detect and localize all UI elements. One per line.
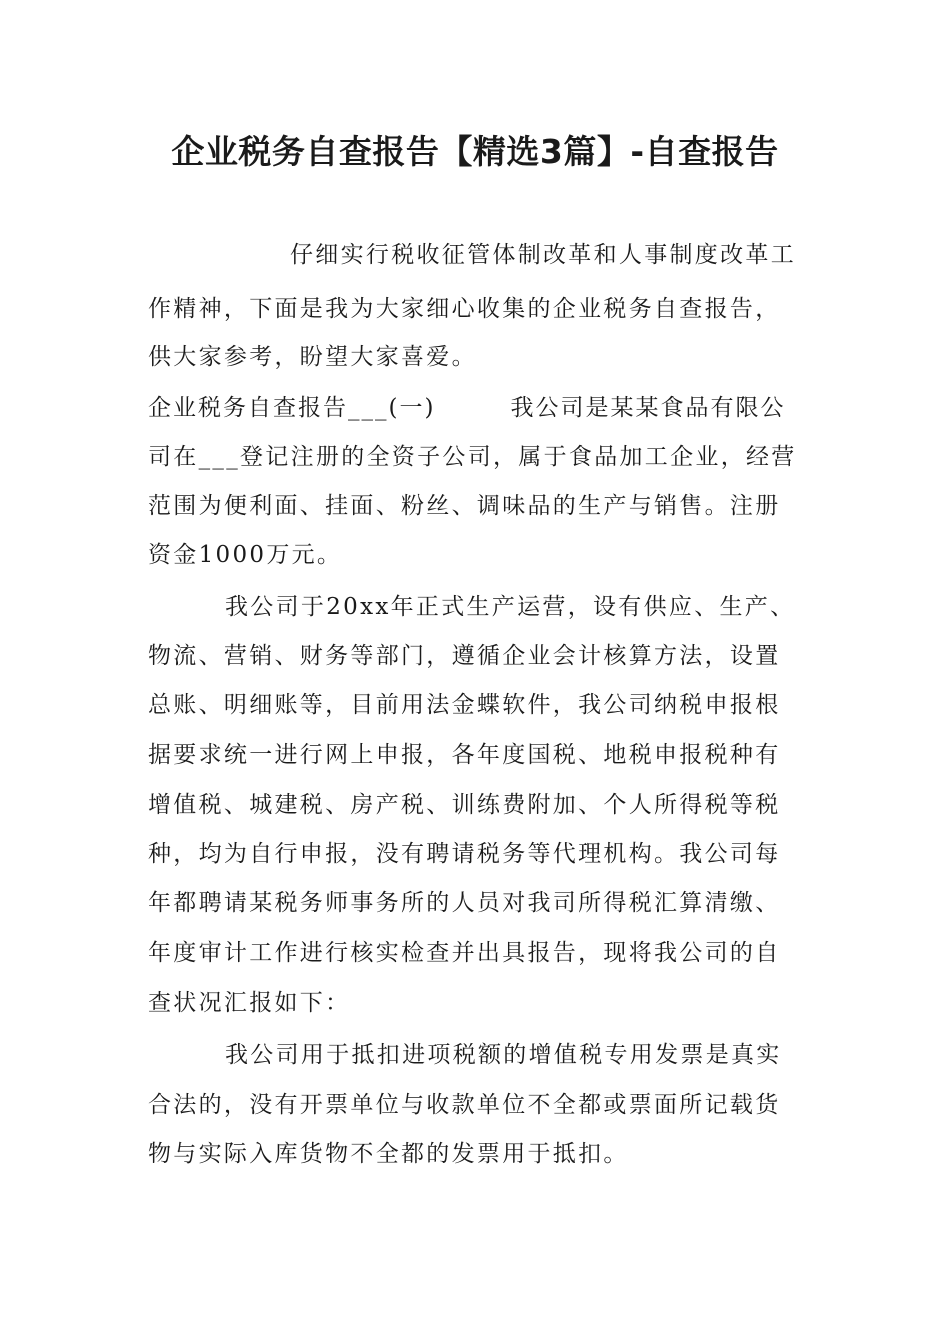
- paragraph-line: 范围为便利面、挂面、粉丝、调味品的生产与销售。注册: [148, 493, 781, 519]
- paragraph-line: 企业税务自查报告___(一) 我公司是某某食品有限公: [148, 395, 786, 421]
- paragraph-line: 增值税、城建税、房产税、训练费附加、个人所得税等税: [148, 792, 781, 818]
- paragraph-line: 查状况汇报如下：: [148, 990, 351, 1016]
- paragraph-line: 种，均为自行申报，没有聘请税务等代理机构。我公司每: [148, 841, 781, 867]
- paragraph-line: 我公司用于抵扣进项税额的增值税专用发票是真实: [225, 1042, 782, 1068]
- paragraph-line: 合法的，没有开票单位与收款单位不全都或票面所记载货: [148, 1092, 781, 1118]
- paragraph-line: 仔细实行税收征管体制改革和人事制度改革工: [290, 242, 796, 268]
- paragraph-line: 物流、营销、财务等部门，遵循企业会计核算方法，设置: [148, 643, 781, 669]
- paragraph-line: 物与实际入库货物不全都的发票用于抵扣。: [148, 1141, 629, 1167]
- paragraph-line: 作精神，下面是我为大家细心收集的企业税务自查报告，: [148, 296, 781, 322]
- paragraph-line: 年都聘请某税务师事务所的人员对我司所得税汇算清缴、: [148, 890, 781, 916]
- document-title: 企业税务自查报告【精选3篇】-自查报告: [171, 132, 779, 171]
- paragraph-line: 供大家参考，盼望大家喜爱。: [148, 344, 477, 370]
- paragraph-line: 据要求统一进行网上申报，各年度国税、地税申报税种有: [148, 742, 781, 768]
- paragraph-line: 资金1000万元。: [148, 542, 343, 568]
- paragraph-line: 我公司于20xx年正式生产运营，设有供应、生产、: [225, 594, 796, 620]
- paragraph-line: 司在___登记注册的全资子公司，属于食品加工企业，经营: [148, 444, 797, 470]
- paragraph-line: 总账、明细账等，目前用法金蝶软件，我公司纳税申报根: [148, 692, 781, 718]
- paragraph-line: 年度审计工作进行核实检查并出具报告，现将我公司的自: [148, 940, 781, 966]
